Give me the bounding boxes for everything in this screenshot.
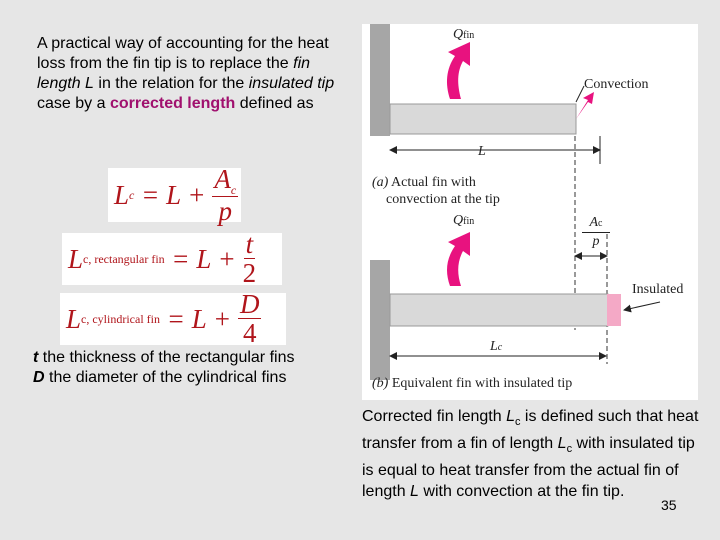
corrected-length-note (362, 406, 702, 502)
eq2-fraction (243, 231, 257, 287)
eq2-num: t (245, 229, 254, 259)
q-fin-bottom-label (453, 212, 474, 230)
equation-rectangular-fin (62, 229, 282, 288)
eq3-fraction (238, 291, 262, 347)
wall-top (370, 24, 390, 136)
eq1-rhs: = L + (141, 179, 206, 210)
caption-a-line2: convection at the tip (386, 192, 500, 207)
eq2-den: 2 (242, 258, 257, 288)
insulation-tip (607, 294, 621, 326)
fin-diagram (362, 24, 698, 400)
q-top: Q (453, 27, 464, 42)
convection-label: Convection (584, 77, 649, 92)
eq3-num: D (239, 289, 260, 319)
q-top-sub: fin (463, 30, 475, 41)
note-lc-sub: c (514, 416, 521, 429)
equation-cylindrical-fin (60, 289, 286, 348)
note-text-1: Corrected fin length (362, 408, 507, 425)
Lc-sub: c (497, 342, 503, 353)
q-bottom-sub: fin (463, 216, 475, 227)
note-l: L (410, 483, 419, 501)
intro-insulated-tip: insulated tip (248, 75, 335, 92)
caption-b-text: Equivalent fin with insulated tip (388, 376, 573, 391)
insulated-leader (624, 302, 660, 310)
eq1-num-sub: c (230, 182, 237, 197)
definition-t (33, 348, 353, 368)
ac-p-label (582, 214, 610, 250)
Lc-label (490, 338, 502, 356)
eq1-num: A (214, 163, 231, 194)
caption-a (372, 174, 500, 208)
definitions (33, 348, 353, 388)
eq1-lhs-sub: c (129, 187, 135, 202)
intro-text-4: defined as (235, 95, 314, 112)
caption-b (372, 375, 572, 392)
ac-num-sub: c (598, 218, 603, 229)
eq3-den: 4 (242, 318, 257, 348)
eq2-rhs: = L + (171, 243, 236, 274)
eq1-lhs: L (114, 179, 130, 210)
note-lc2-sub: c (566, 443, 573, 456)
eq2-lhs-sub: c, rectangular fin (83, 251, 165, 266)
eq1-fraction (212, 163, 238, 226)
q-fin-top-label (453, 26, 474, 44)
note-text-3: with insulated tip is equal to heat transfer from the actual fin of length (362, 435, 695, 501)
fin-actual (390, 104, 576, 134)
note-lc: L (506, 408, 515, 425)
q-bottom: Q (453, 213, 464, 228)
page-number: 35 (661, 497, 677, 513)
fin-equivalent (390, 294, 608, 326)
eq3-lhs-sub: c, cylindrical fin (81, 311, 160, 326)
t-symbol: t (33, 349, 39, 366)
Lc-main: L (490, 339, 498, 354)
note-text-4: with convection at the fin tip. (418, 483, 625, 501)
heat-arrow-bottom (447, 232, 470, 286)
eq2-lhs: L (68, 243, 84, 274)
note-lc2: L (557, 435, 567, 453)
intro-text-1: A practical way of accounting for the heat loss from the fin tip is to replace the (37, 35, 329, 72)
definition-d (33, 368, 353, 388)
eq3-lhs: L (66, 303, 82, 334)
note-text-2: is defined such that heat transfer from a fin of length (362, 408, 699, 453)
intro-text-2: in the relation for the (93, 75, 249, 92)
intro-corrected-length: corrected length (109, 95, 236, 112)
L-label: L (478, 144, 486, 159)
heat-arrow-top (447, 42, 470, 99)
intro-fin-length: fin length L (37, 55, 311, 92)
intro-text-3: case by a (37, 95, 110, 112)
caption-a-tag: (a) (372, 175, 389, 190)
intro-paragraph (37, 34, 347, 114)
t-text: the thickness of the rectangular fins (38, 349, 295, 366)
equation-corrected-length (108, 163, 241, 226)
convection-leader (576, 86, 584, 102)
caption-b-tag: (b) (372, 376, 389, 391)
d-symbol: D (33, 369, 45, 386)
insulated-label: Insulated (632, 282, 684, 297)
wall-bottom (370, 260, 390, 380)
ac-num: A (589, 215, 599, 230)
eq1-den: p (218, 195, 232, 226)
eq3-rhs: = L + (166, 303, 232, 334)
caption-a-line1: Actual fin with (388, 175, 476, 190)
d-text: the diameter of the cylindrical fins (44, 369, 287, 386)
ac-den: p (592, 234, 600, 249)
